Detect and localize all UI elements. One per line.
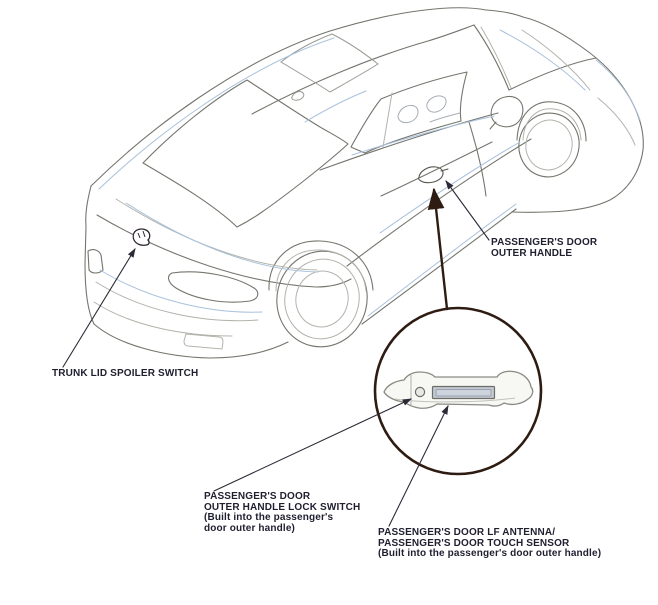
roof-rail-far [91, 8, 486, 186]
inset-to-handle-arrow [434, 190, 447, 309]
door-front-seam [469, 122, 486, 196]
door-handle-on-car [419, 167, 448, 183]
label-trunk-lid-spoiler-switch [52, 369, 198, 380]
label-line: TRUNK LID SPOILER SWITCH [52, 368, 199, 379]
label-line: (Built into the passenger's door outer handle) [378, 548, 602, 560]
b-pillar-hint [383, 93, 392, 147]
label-line: OUTER HANDLE [491, 247, 573, 259]
label-line: PASSENGER'S DOOR TOUCH SENSOR [378, 537, 570, 549]
leader-lock-switch [214, 399, 411, 491]
leader-trunk-switch [63, 249, 135, 367]
roof-rail-near [252, 25, 474, 114]
rear-bumper-bottom [94, 324, 288, 358]
rear-window [143, 80, 348, 227]
a-pillar [474, 25, 509, 90]
handle-detail-inset [375, 308, 541, 474]
trunk-spoiler-switch-marker [133, 229, 149, 245]
label-line: (Built into the passenger's [204, 512, 334, 524]
windshield-inner [481, 27, 511, 88]
taillight-left [88, 250, 103, 273]
hood-front-edge [486, 10, 523, 17]
label-outer-handle-lock-switch [204, 492, 360, 534]
rear-left-edge [85, 186, 94, 324]
label-line: PASSENGER'S DOOR [491, 237, 598, 248]
side-window-opening [351, 72, 467, 153]
sensor-strip-inner [436, 390, 491, 397]
side-mirror [490, 97, 523, 129]
interior-dash [430, 113, 460, 122]
label-passengers-door-outer-handle [491, 238, 597, 259]
label-line: door outer handle) [204, 522, 296, 534]
front-right-edge [523, 17, 643, 150]
front-wheel [512, 107, 586, 184]
label-line: PASSENGER'S DOOR LF ANTENNA/ [378, 527, 556, 538]
hood-crease [522, 30, 590, 90]
label-lf-antenna-touch-sensor [378, 528, 601, 560]
front-wheel-arch [517, 102, 586, 141]
headlight-hint [598, 98, 635, 145]
front-bumper [512, 150, 643, 212]
license-recess [184, 334, 223, 349]
leader-outer-handle [446, 181, 489, 240]
seat-2 [427, 96, 446, 112]
label-line: PASSENGER'S DOOR [204, 491, 311, 502]
car-body-lines [85, 8, 643, 358]
seat-1 [398, 105, 418, 122]
car-secondary-lines [94, 27, 635, 349]
label-line: OUTER HANDLE LOCK SWITCH [204, 501, 361, 513]
lock-switch-detail [415, 387, 424, 396]
